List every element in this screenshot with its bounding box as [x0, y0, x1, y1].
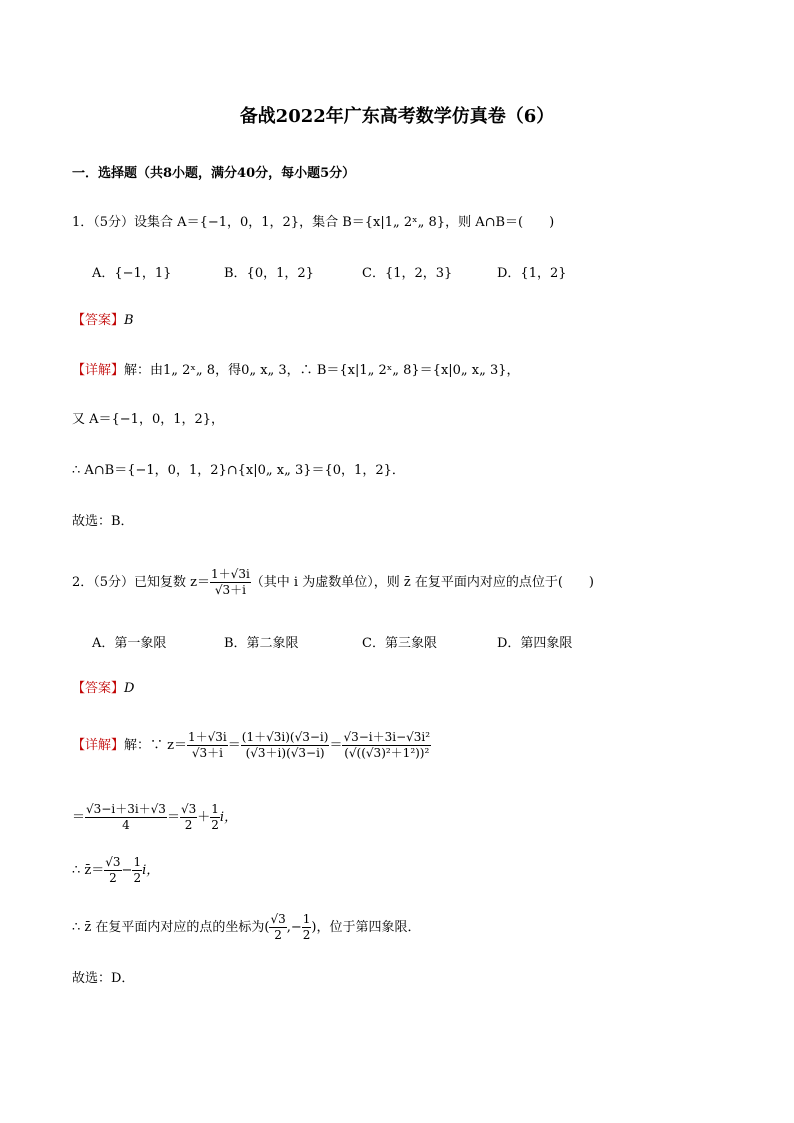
q2-detail-line2: ＝ $\frac{√3-i+3i+√3}{4}$ ＝ $\frac{√3}{2}$ ＋ $\frac{1}{2}$ i， — [72, 802, 238, 832]
q2-fraction-5-num: √3 — [180, 802, 197, 816]
q2-stem — [72, 566, 594, 600]
q2-line4-pre: ∴ z̄ 在复平面内对应的点的坐标为( — [72, 920, 270, 935]
q1-detail-line2: 又 A＝{−1，0，1，2}， — [72, 412, 225, 427]
q2-stem-fraction — [210, 567, 251, 598]
q2-fraction-4-den: 4 — [122, 818, 130, 832]
section-heading: 一．选择题（共8小题，满分40分，每小题5分） — [72, 166, 356, 181]
q2-fraction-10-num: 1 — [302, 912, 311, 926]
q2-line4-mid: ,− — [286, 920, 302, 935]
q2-line4-tail: )，位于第四象限． — [311, 920, 421, 935]
q1-detail-text1: 解：由1„ 2ˣ„ 8，得0„ x„ 3，∴ B＝{x|1„ 2ˣ„ 8}＝{x|0„ x„ 3}， — [124, 363, 520, 378]
q2-fraction-9 — [269, 912, 286, 943]
q1-answer-line — [72, 312, 134, 330]
q2-fraction-2 — [241, 730, 330, 761]
page-title: 备战2022年广东高考数学仿真卷（6） — [239, 106, 555, 127]
q2-fraction-3-num: √3−i＋3i−√3i² — [343, 730, 431, 744]
q2-fraction-9-num: √3 — [270, 912, 286, 926]
q2-line2-tail: i， — [219, 810, 238, 825]
q1-option-b: B．{0，1，2} — [224, 266, 314, 281]
q2-fraction-7-num: √3 — [105, 855, 121, 869]
q2-fraction-6-num: 1 — [211, 802, 219, 816]
q2-option-b: B．第二象限 — [224, 636, 299, 651]
q2-fraction-6 — [210, 802, 220, 833]
q2-fraction-5-den: 2 — [184, 818, 193, 832]
q2-fraction-4-num: √3−i＋3i＋√3 — [86, 802, 166, 816]
q1-detail-line1 — [72, 362, 520, 380]
q2-fraction-10 — [302, 912, 312, 943]
q2-stem-denominator: √3＋i — [214, 583, 246, 597]
q2-detail-line4 — [72, 910, 421, 946]
q2-conclusion: 故选：D． — [72, 971, 135, 986]
q2-detail-line1: 【详解】解：∵ z＝ $\frac{1+√3i}{√3+i}$ ＝ $\frac{(1+√3i)(√3-i)}{(√3+i)(√3-i)}$ ＝ $\frac{\text{√3−i＋3i−√3i²}}{\text{(√((√3)²＋1²))²}}$ — [72, 730, 431, 760]
q2-fraction-1-num: 1＋√3i — [188, 730, 227, 744]
q1-option-a: A．{−1，1} — [92, 266, 172, 281]
q2-fraction-1-den: √3＋i — [191, 746, 223, 760]
q2-fraction-8-den: 2 — [133, 871, 142, 885]
q2-fraction-10-den: 2 — [302, 928, 311, 942]
q2-option-a: A．第一象限 — [92, 636, 167, 651]
q2-fraction-1 — [187, 730, 228, 761]
q2-fraction-7-den: 2 — [109, 871, 117, 885]
q2-line2-eq: ＝ — [72, 810, 86, 825]
q2-fraction-3 — [342, 730, 431, 761]
q2-fraction-3-den: (√((√3)²＋1²))² — [344, 746, 430, 760]
q2-answer-line — [72, 680, 134, 698]
q1-answer-value: B — [124, 313, 134, 328]
q2-fraction-9-den: 2 — [274, 928, 282, 942]
q2-answer-value: D — [124, 681, 135, 696]
q2-detail-pre: 解：∵ z＝ — [124, 738, 187, 753]
q2-fraction-2-den: (√3＋i)(√3−i) — [245, 746, 325, 760]
q1-answer-label: 【答案】 — [72, 313, 125, 328]
q2-detail-label: 【详解】 — [72, 738, 125, 753]
q2-stem-pre: 2．（5分）已知复数 z＝ — [72, 575, 211, 590]
q2-answer-label: 【答案】 — [72, 681, 125, 696]
q2-line3-tail: i， — [142, 863, 160, 878]
q2-fraction-5 — [180, 802, 197, 833]
q1-stem: 1．（5分）设集合 A＝{−1，0，1，2}，集合 B＝{x|1„ 2ˣ„ 8}，则 A∩B＝( ) — [72, 215, 555, 230]
q1-detail-label: 【详解】 — [72, 363, 125, 378]
q2-fraction-8 — [132, 855, 142, 886]
q2-option-d: D．第四象限 — [497, 636, 573, 651]
q2-fraction-7 — [104, 855, 121, 886]
q2-fraction-6-den: 2 — [211, 818, 219, 832]
q2-fraction-2-num: (1＋√3i)(√3−i) — [241, 730, 329, 744]
q2-detail-line3: ∴ z̄＝ $\frac{√3}{2}$ − $\frac{1}{2}$ i， — [72, 855, 160, 885]
q2-stem-post: （其中 i 为虚数单位），则 z̄ 在复平面内对应的点位于( ) — [250, 575, 594, 590]
q2-option-c: C．第三象限 — [362, 636, 437, 651]
q1-option-c: C．{1，2，3} — [362, 266, 453, 281]
q1-option-d: D．{1，2} — [497, 266, 567, 281]
q2-stem-numerator: 1＋√3i — [211, 567, 250, 581]
q2-fraction-8-num: 1 — [133, 855, 142, 869]
q1-conclusion: 故选：B． — [72, 514, 134, 529]
q1-detail-line3: ∴ A∩B＝{−1，0，1，2}∩{x|0„ x„ 3}＝{0，1，2}． — [72, 463, 405, 478]
q2-fraction-4 — [85, 802, 167, 833]
q2-line3-pre: ∴ z̄＝ — [72, 863, 105, 878]
